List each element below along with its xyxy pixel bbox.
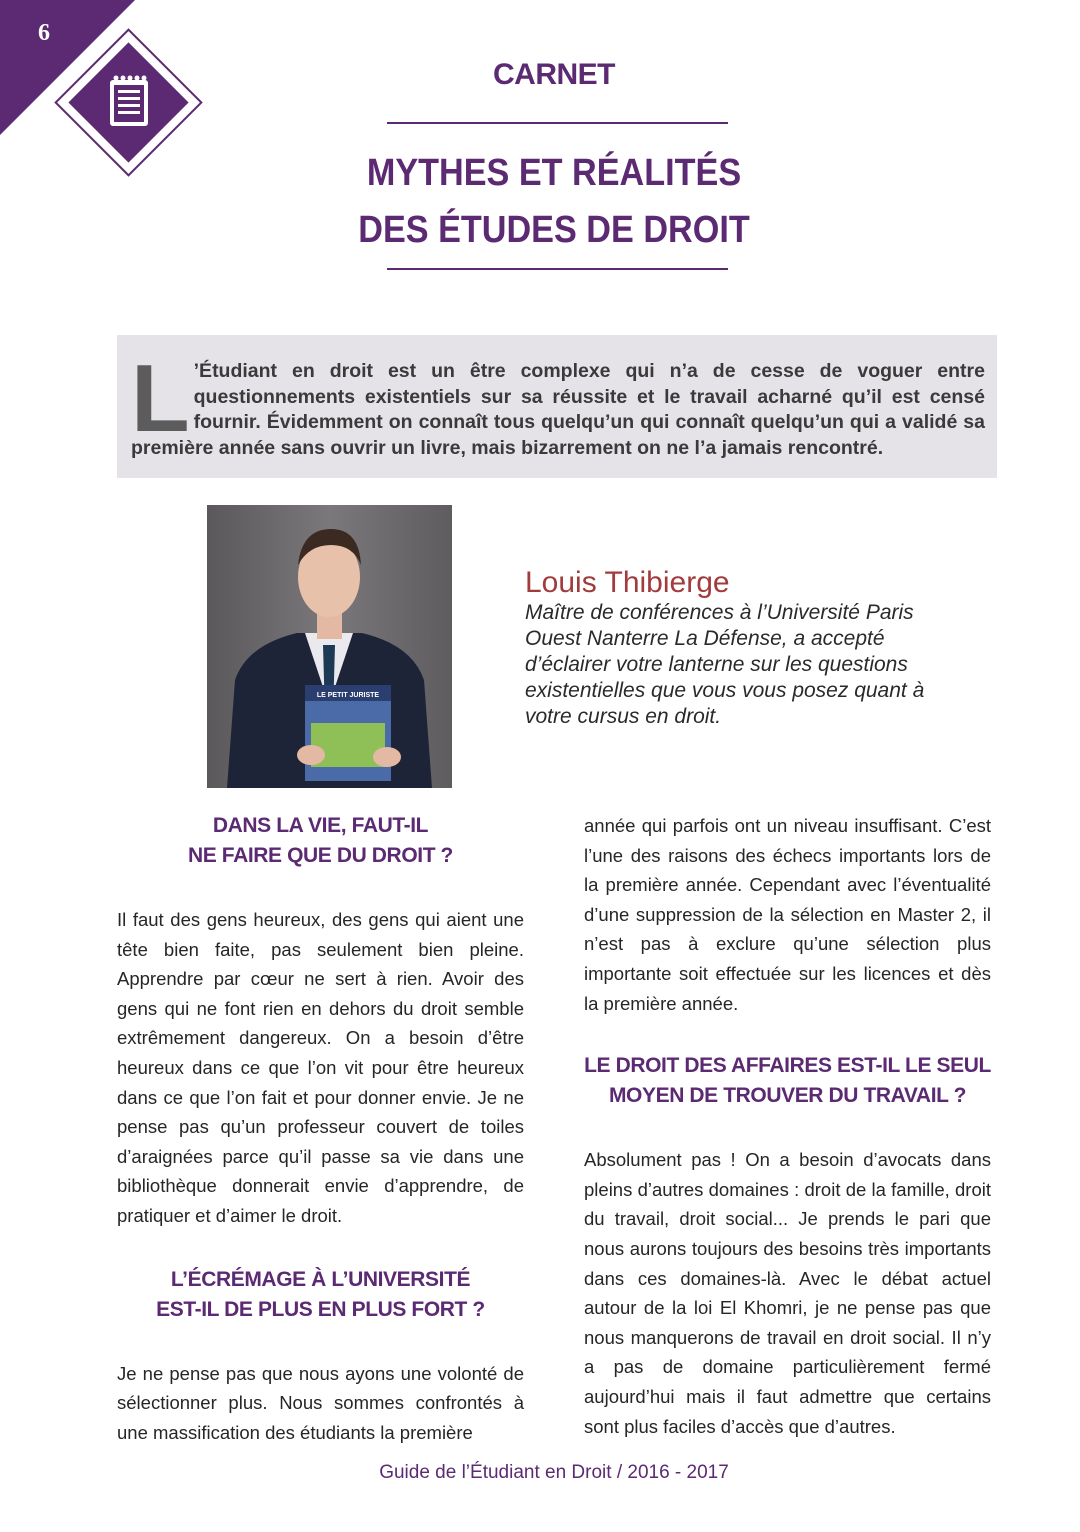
author-name: Louis Thibierge	[525, 566, 730, 599]
question-heading-1: DANS LA VIE, FAUT-IL NE FAIRE QUE DU DROIT ?	[188, 814, 453, 867]
book-cover-title: LE PETIT JURISTE	[316, 692, 380, 699]
answer-paragraph-1: Il faut des gens heureux, des gens qui aient une tête bien faite, pas seulement bien pleine. Apprendre par cœur ne sert à rien. Avoir des gens qui ne font rien en dehors du droit semble extrêmement dangereux. On a besoin d’être heureux dans ce que l’on vit pour être heureux dans ce que l’on fait et pour donner envie. Je ne pense pas qu’un professeur couvert de toiles d’araignées parce qu’il passe sa vie dans une bibliothèque donnerait envie d’apprendre, de pratiquer et d’aimer le droit.	[117, 909, 524, 1226]
intro-text: ’Étudiant en droit est un être complexe qui n’a de cesse de voguer entre questionnements existentiels sur sa réussite et le travail acharné qu’il est censé fournir. Évidemment on connaît tous quelqu’un qui connaît quelqu’un qui a validé sa première année sans ouvrir un livre, mais bizarrement on ne l’a jamais rencontré.	[131, 360, 985, 459]
question-heading-2: L’ÉCRÉMAGE À L’UNIVERSITÉ EST-IL DE PLUS EN PLUS FORT ?	[156, 1267, 485, 1321]
title-rule-top	[387, 122, 728, 124]
intro-dropcap: L	[131, 345, 190, 452]
title-rule-bottom	[387, 268, 728, 270]
title-line-2: DES ÉTUDES DE DROIT	[358, 209, 750, 251]
page-footer: Guide de l’Étudiant en Droit / 2016 - 2017	[379, 1462, 729, 1483]
answer-paragraph-3: Absolument pas ! On a besoin d’avocats dans pleins d’autres domaines : droit de la famille, droit du travail, droit social... Je prends le pari que nous aurons toujours des besoins très importants dans ces domaines-là. Avec le débat actuel autour de la loi El Khomri, je ne pense pas que nous manquerons de travail en droit social. Il n’y a pas de domaine particulièrement fermé aujourd’hui mais il faut admettre que certains sont plus faciles d’accès que d’autres.	[584, 1149, 991, 1437]
answer-paragraph-2b: année qui parfois ont un niveau insuffisant. C’est l’une des raisons des échecs importants lors de la première année. Cependant avec l’éventualité d’une suppression de la sélection en Master 2, il n’est pas à exclure qu’une sélection plus importante soit effectuée sur les licences et dès la première année.	[584, 815, 991, 1014]
article-column-right	[584, 810, 991, 1441]
page-title	[55, 145, 1052, 259]
author-photo	[207, 505, 452, 788]
article-column-left	[117, 810, 524, 1447]
intro-box	[117, 335, 997, 478]
answer-paragraph-2a: Je ne pense pas que nous ayons une volonté de sélectionner plus. Nous sommes confrontés à une massification des étudiants la première	[117, 1362, 524, 1443]
section-label: CARNET	[493, 58, 615, 91]
author-bio: Maître de conférences à l’Université Paris Ouest Nanterre La Défense, a accepté d’éclairer votre lanterne sur les questions existentielles que vous vous posez quant à votre cursus en droit.	[525, 601, 925, 728]
title-line-1: MYTHES ET RÉALITÉS	[366, 152, 742, 194]
question-heading-3: LE DROIT DES AFFAIRES EST-IL LE SEUL MOYEN DE TROUVER DU TRAVAIL ?	[584, 1054, 991, 1108]
page-number: 6	[38, 20, 50, 46]
